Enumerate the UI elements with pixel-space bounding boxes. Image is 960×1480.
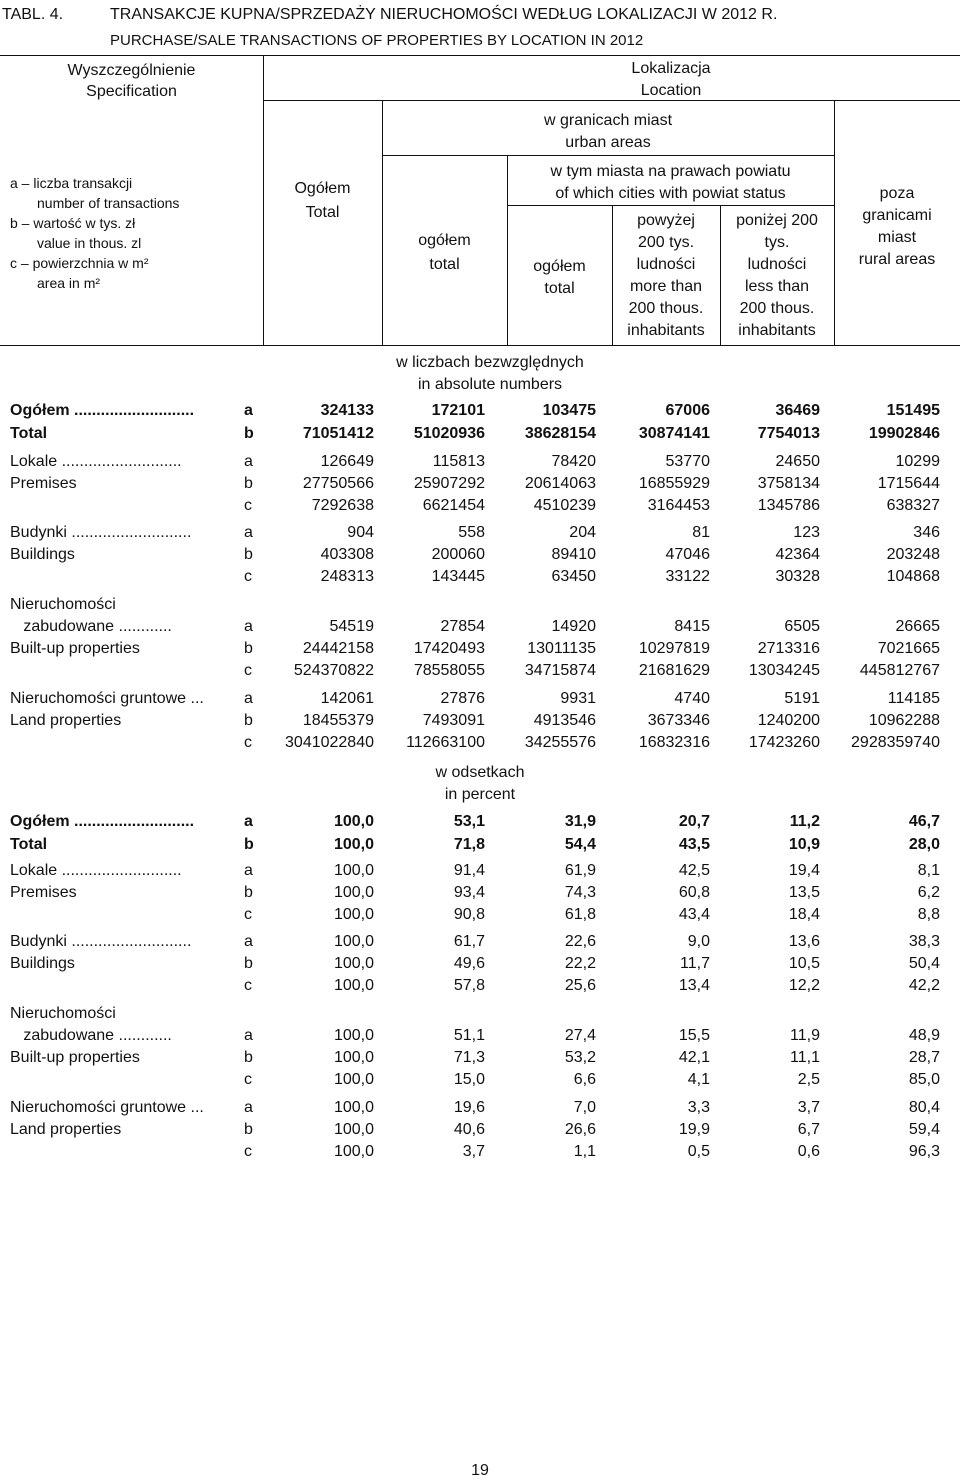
spec-header-en: Specification — [86, 83, 177, 100]
cell-value: 43,5 — [678, 836, 710, 853]
cell-value: 1240200 — [757, 712, 820, 729]
cell-value: 85,0 — [908, 1071, 940, 1088]
cell-value: 80,4 — [908, 1099, 940, 1116]
row-letter: b — [244, 475, 253, 492]
cell-value: 36469 — [775, 402, 820, 419]
cell-value: 42,1 — [678, 1049, 710, 1066]
row-letter: a — [244, 453, 253, 470]
row-label: Land properties — [10, 1121, 122, 1138]
cell-value: 3673346 — [647, 712, 710, 729]
row-letter: a — [244, 1099, 253, 1116]
cell-value: 38628154 — [524, 425, 596, 442]
cell-value: 100,0 — [333, 836, 374, 853]
cell-value: 61,7 — [453, 933, 485, 950]
cell-value: 34255576 — [524, 734, 596, 751]
cell-value: 151495 — [886, 402, 940, 419]
row-letter: b — [244, 955, 253, 972]
rural-header-l1: poza — [879, 185, 915, 202]
cell-value: 31,9 — [564, 813, 596, 830]
cell-value: 13,6 — [788, 933, 820, 950]
cell-value: 30328 — [775, 568, 820, 585]
cell-value: 21681629 — [638, 662, 710, 679]
row-letter: c — [244, 734, 252, 751]
row-label: zabudowane ............ — [10, 1027, 172, 1044]
row-letter: c — [244, 977, 252, 994]
cell-value: 13011135 — [527, 640, 596, 657]
above-200-l1: powyżej — [637, 212, 695, 229]
table-row — [0, 1027, 960, 1049]
legend-b: b – wartość w tys. zł — [10, 215, 136, 231]
cell-value: 16832316 — [638, 734, 710, 751]
row-letter: c — [244, 906, 252, 923]
below-200-l5: 200 thous. — [739, 300, 815, 317]
cell-value: 103475 — [542, 402, 596, 419]
cell-value: 7754013 — [757, 425, 820, 442]
cell-value: 100,0 — [333, 955, 374, 972]
cell-value: 78420 — [551, 453, 596, 470]
cell-value: 38,3 — [908, 933, 940, 950]
row-label: Land properties — [10, 712, 122, 729]
cell-value: 100,0 — [333, 933, 374, 950]
cell-value: 54,4 — [564, 836, 596, 853]
table-row — [0, 690, 960, 712]
cell-value: 10299 — [895, 453, 940, 470]
header-rule — [382, 155, 834, 156]
below-200-l3: ludności — [747, 256, 807, 273]
cell-value: 248313 — [320, 568, 374, 585]
cell-value: 3,3 — [687, 1099, 710, 1116]
urban-header-en: urban areas — [565, 134, 651, 151]
above-200-l2: 200 tys. — [637, 234, 695, 251]
cell-value: 100,0 — [333, 862, 374, 879]
cell-value: 15,0 — [453, 1071, 485, 1088]
row-letter: b — [244, 1049, 253, 1066]
row-label: zabudowane ............ — [10, 618, 172, 635]
cell-value: 3758134 — [757, 475, 820, 492]
legend-a-en: number of transactions — [37, 195, 180, 211]
cell-value: 638327 — [886, 497, 940, 514]
cell-value: 53770 — [665, 453, 710, 470]
cell-value: 67006 — [665, 402, 710, 419]
location-header-en: Location — [640, 82, 702, 99]
table-row — [0, 596, 960, 618]
cell-value: 60,8 — [678, 884, 710, 901]
cell-value: 15,5 — [678, 1027, 710, 1044]
legend-c-en: area in m² — [37, 275, 101, 291]
cell-value: 22,2 — [564, 955, 596, 972]
above-200-l5: 200 thous. — [628, 300, 704, 317]
cell-value: 24650 — [775, 453, 820, 470]
cell-value: 6,7 — [797, 1121, 820, 1138]
table-row — [0, 453, 960, 475]
row-letter: a — [244, 933, 253, 950]
cell-value: 0,6 — [797, 1143, 820, 1160]
cell-value: 100,0 — [333, 1071, 374, 1088]
cell-value: 12,2 — [788, 977, 820, 994]
cell-value: 1715644 — [877, 475, 940, 492]
above-200-l6: inhabitants — [627, 322, 705, 339]
table-title-pl: TRANSAKCJE KUPNA/SPRZEDAŻY NIERUCHOMOŚCI WEDŁUG LOKALIZACJI W 2012 R. — [110, 6, 778, 23]
row-letter: c — [244, 497, 252, 514]
cell-value: 143445 — [431, 568, 485, 585]
cell-value: 96,3 — [908, 1143, 940, 1160]
header-divider — [507, 155, 508, 345]
cell-value: 27,4 — [564, 1027, 596, 1044]
table-row — [0, 546, 960, 568]
cell-value: 100,0 — [333, 1121, 374, 1138]
cell-value: 524370822 — [293, 662, 374, 679]
cell-value: 61,9 — [564, 862, 596, 879]
header-rule — [507, 205, 834, 206]
row-letter: c — [244, 1071, 252, 1088]
row-letter: a — [244, 813, 253, 830]
section-absolute-en: in absolute numbers — [417, 376, 563, 393]
row-letter: a — [244, 862, 253, 879]
cell-value: 51020936 — [413, 425, 485, 442]
table-row — [0, 862, 960, 884]
powiat-header-pl: w tym miasta na prawach powiatu — [550, 163, 791, 180]
row-letter: a — [244, 618, 253, 635]
table-row — [0, 618, 960, 640]
cell-value: 30874141 — [638, 425, 710, 442]
row-letter: a — [244, 402, 253, 419]
table-title-en: PURCHASE/SALE TRANSACTIONS OF PROPERTIES BY LOCATION IN 2012 — [110, 32, 644, 49]
row-letter: a — [244, 1027, 253, 1044]
cell-value: 100,0 — [333, 1143, 374, 1160]
cell-value: 27750566 — [302, 475, 374, 492]
row-label: Nieruchomości — [10, 596, 116, 613]
section-percent-en: in percent — [444, 786, 516, 803]
cell-value: 6621454 — [422, 497, 485, 514]
cell-value: 71051412 — [302, 425, 374, 442]
cell-value: 346 — [913, 524, 940, 541]
header-bottom-rule — [0, 345, 960, 346]
cell-value: 4740 — [674, 690, 710, 707]
cell-value: 17420493 — [413, 640, 485, 657]
row-label: Built-up properties — [10, 640, 140, 657]
total-col-header-en: Total — [305, 204, 340, 221]
cell-value: 4,1 — [687, 1071, 710, 1088]
cell-value: 20,7 — [678, 813, 710, 830]
row-letter: c — [244, 1143, 252, 1160]
row-letter: b — [244, 640, 253, 657]
cell-value: 123 — [793, 524, 820, 541]
row-letter: c — [244, 662, 252, 679]
below-200-l1: poniżej 200 — [736, 212, 818, 229]
table-row — [0, 524, 960, 546]
table-row — [0, 977, 960, 999]
cell-value: 172101 — [431, 402, 485, 419]
cell-value: 10297819 — [638, 640, 710, 657]
cell-value: 25,6 — [564, 977, 596, 994]
table-row — [0, 1071, 960, 1093]
cell-value: 200060 — [431, 546, 485, 563]
row-label: Buildings — [10, 955, 75, 972]
row-label: Lokale ........................... — [10, 453, 182, 470]
table-row — [0, 475, 960, 497]
cell-value: 27854 — [440, 618, 485, 635]
cell-value: 25907292 — [413, 475, 485, 492]
cell-value: 3164453 — [647, 497, 710, 514]
cell-value: 27876 — [440, 690, 485, 707]
cell-value: 8,1 — [917, 862, 940, 879]
cell-value: 49,6 — [453, 955, 485, 972]
row-label: Premises — [10, 884, 77, 901]
table-row — [0, 497, 960, 519]
row-letter: b — [244, 884, 253, 901]
cell-value: 13,5 — [788, 884, 820, 901]
table-row — [0, 1049, 960, 1071]
cell-value: 14920 — [551, 618, 596, 635]
row-label: Buildings — [10, 546, 75, 563]
cell-value: 10962288 — [868, 712, 940, 729]
cell-value: 51,1 — [453, 1027, 485, 1044]
cell-value: 91,4 — [453, 862, 485, 879]
cell-value: 57,8 — [453, 977, 485, 994]
table-row — [0, 933, 960, 955]
cell-value: 1345786 — [757, 497, 820, 514]
cell-value: 203248 — [886, 546, 940, 563]
cell-value: 6,6 — [573, 1071, 596, 1088]
cell-value: 54519 — [329, 618, 374, 635]
cell-value: 71,8 — [453, 836, 485, 853]
row-label: Budynki ........................... — [10, 933, 192, 950]
row-letter: a — [244, 690, 253, 707]
cell-value: 26665 — [895, 618, 940, 635]
header-top-rule — [0, 55, 960, 56]
cell-value: 7,0 — [573, 1099, 596, 1116]
row-label: Nieruchomości gruntowe ... — [10, 1099, 204, 1116]
spec-header-pl: Wyszczególnienie — [67, 62, 196, 79]
cell-value: 48,9 — [908, 1027, 940, 1044]
legend-c: c – powierzchnia w m² — [10, 255, 149, 271]
cell-value: 34715874 — [524, 662, 596, 679]
cell-value: 10,9 — [788, 836, 820, 853]
table-row — [0, 402, 960, 424]
cell-value: 7493091 — [422, 712, 485, 729]
cell-value: 53,1 — [453, 813, 485, 830]
cell-value: 112663100 — [406, 734, 485, 751]
cell-value: 78558055 — [413, 662, 485, 679]
row-label: Ogółem ........................... — [10, 402, 195, 419]
cell-value: 11,2 — [789, 813, 820, 830]
powiat-total-header-en: total — [544, 280, 575, 297]
row-label: Premises — [10, 475, 77, 492]
cell-value: 11,9 — [790, 1027, 820, 1044]
cell-value: 13034245 — [748, 662, 820, 679]
table-row — [0, 906, 960, 928]
cell-value: 50,4 — [908, 955, 940, 972]
row-label: Budynki ........................... — [10, 524, 192, 541]
cell-value: 3,7 — [462, 1143, 485, 1160]
cell-value: 558 — [458, 524, 485, 541]
cell-value: 6505 — [784, 618, 820, 635]
row-label: Nieruchomości — [10, 1005, 116, 1022]
table-row — [0, 568, 960, 590]
row-label: Total — [10, 425, 48, 442]
cell-value: 42364 — [775, 546, 820, 563]
cell-value: 126649 — [320, 453, 374, 470]
cell-value: 17423260 — [748, 734, 820, 751]
cell-value: 93,4 — [453, 884, 485, 901]
cell-value: 0,5 — [687, 1143, 710, 1160]
cell-value: 46,7 — [908, 813, 940, 830]
header-divider — [263, 55, 264, 345]
cell-value: 74,3 — [564, 884, 596, 901]
cell-value: 100,0 — [333, 906, 374, 923]
cell-value: 142061 — [320, 690, 374, 707]
row-letter: a — [244, 524, 253, 541]
table-row — [0, 425, 960, 447]
below-200-l2: tys. — [764, 234, 790, 251]
legend-a: a – liczba transakcji — [10, 175, 133, 191]
cell-value: 18,4 — [788, 906, 820, 923]
cell-value: 11,7 — [680, 955, 710, 972]
cell-value: 100,0 — [333, 1099, 374, 1116]
cell-value: 7292638 — [311, 497, 374, 514]
cell-value: 42,2 — [908, 977, 940, 994]
cell-value: 100,0 — [333, 1049, 374, 1066]
row-label: Total — [10, 836, 48, 853]
cell-value: 26,6 — [564, 1121, 596, 1138]
row-label: Lokale ........................... — [10, 862, 182, 879]
row-letter: b — [244, 546, 253, 563]
table-row — [0, 955, 960, 977]
cell-value: 1,1 — [573, 1143, 596, 1160]
urban-header-pl: w granicach miast — [543, 112, 673, 129]
cell-value: 904 — [347, 524, 374, 541]
cell-value: 100,0 — [333, 813, 374, 830]
cell-value: 4913546 — [533, 712, 596, 729]
cell-value: 445812767 — [859, 662, 940, 679]
powiat-total-header-pl: ogółem — [533, 258, 586, 275]
cell-value: 53,2 — [564, 1049, 596, 1066]
above-200-l3: ludności — [636, 256, 696, 273]
table-row — [0, 884, 960, 906]
cell-value: 59,4 — [908, 1121, 940, 1138]
table-row — [0, 1121, 960, 1143]
row-label: Ogółem ........................... — [10, 813, 195, 830]
rural-header-l3: miast — [877, 229, 917, 246]
cell-value: 324133 — [320, 402, 374, 419]
cell-value: 6,2 — [917, 884, 940, 901]
cell-value: 104868 — [886, 568, 940, 585]
table-row — [0, 1143, 960, 1165]
total-col-header-pl: Ogółem — [294, 180, 351, 197]
cell-value: 71,3 — [453, 1049, 485, 1066]
cell-value: 3041022840 — [285, 734, 374, 751]
row-letter: b — [244, 425, 254, 442]
location-header-pl: Lokalizacja — [631, 60, 711, 77]
cell-value: 2713316 — [757, 640, 820, 657]
cell-value: 19,4 — [788, 862, 820, 879]
cell-value: 4510239 — [533, 497, 596, 514]
urban-total-header-pl: ogółem — [418, 232, 471, 249]
row-letter: c — [244, 568, 252, 585]
cell-value: 8,8 — [917, 906, 940, 923]
cell-value: 3,7 — [797, 1099, 820, 1116]
cell-value: 19,9 — [678, 1121, 710, 1138]
cell-value: 47046 — [665, 546, 710, 563]
row-letter: b — [244, 712, 253, 729]
cell-value: 11,1 — [790, 1049, 820, 1066]
cell-value: 204 — [569, 524, 596, 541]
table-row — [0, 640, 960, 662]
cell-value: 28,7 — [908, 1049, 940, 1066]
cell-value: 19902846 — [868, 425, 940, 442]
rural-header-l4: rural areas — [858, 251, 936, 268]
below-200-l4: less than — [744, 278, 810, 295]
section-percent-pl: w odsetkach — [435, 764, 525, 781]
row-label: Built-up properties — [10, 1049, 140, 1066]
cell-value: 13,4 — [678, 977, 710, 994]
cell-value: 22,6 — [564, 933, 596, 950]
cell-value: 90,8 — [453, 906, 485, 923]
table-row — [0, 712, 960, 734]
cell-value: 100,0 — [333, 884, 374, 901]
urban-total-header-en: total — [429, 256, 460, 273]
header-rule — [263, 100, 960, 101]
below-200-l6: inhabitants — [738, 322, 816, 339]
table-row — [0, 813, 960, 835]
cell-value: 9931 — [560, 690, 596, 707]
rural-header-l2: granicami — [862, 207, 932, 224]
cell-value: 40,6 — [453, 1121, 485, 1138]
legend-b-en: value in thous. zl — [37, 235, 142, 251]
table-row — [0, 662, 960, 684]
cell-value: 89410 — [551, 546, 596, 563]
cell-value: 20614063 — [524, 475, 596, 492]
cell-value: 28,0 — [908, 836, 940, 853]
cell-value: 7021665 — [877, 640, 940, 657]
table-row — [0, 734, 960, 756]
powiat-header-en: of which cities with powiat status — [555, 185, 786, 202]
table-row — [0, 1005, 960, 1027]
table-row — [0, 836, 960, 858]
cell-value: 61,8 — [564, 906, 596, 923]
above-200-l4: more than — [629, 278, 703, 295]
cell-value: 24442158 — [302, 640, 374, 657]
row-letter: b — [244, 1121, 253, 1138]
cell-value: 9,0 — [687, 933, 710, 950]
cell-value: 81 — [692, 524, 710, 541]
cell-value: 115813 — [432, 453, 485, 470]
cell-value: 43,4 — [678, 906, 710, 923]
row-label: Nieruchomości gruntowe ... — [10, 690, 204, 707]
cell-value: 403308 — [320, 546, 374, 563]
row-letter: b — [244, 836, 254, 853]
cell-value: 10,5 — [788, 955, 820, 972]
cell-value: 5191 — [784, 690, 820, 707]
cell-value: 100,0 — [333, 977, 374, 994]
section-absolute-pl: w liczbach bezwzględnych — [396, 354, 584, 371]
cell-value: 8415 — [674, 618, 710, 635]
cell-value: 114185 — [887, 690, 940, 707]
cell-value: 2,5 — [797, 1071, 820, 1088]
cell-value: 100,0 — [333, 1027, 374, 1044]
cell-value: 2928359740 — [851, 734, 940, 751]
cell-value: 16855929 — [638, 475, 710, 492]
page-number: 19 — [471, 1462, 489, 1479]
cell-value: 33122 — [665, 568, 710, 585]
cell-value: 19,6 — [453, 1099, 485, 1116]
cell-value: 42,5 — [678, 862, 710, 879]
cell-value: 63450 — [551, 568, 596, 585]
table-row — [0, 1099, 960, 1121]
table-number: TABL. 4. — [2, 6, 64, 23]
cell-value: 18455379 — [302, 712, 374, 729]
